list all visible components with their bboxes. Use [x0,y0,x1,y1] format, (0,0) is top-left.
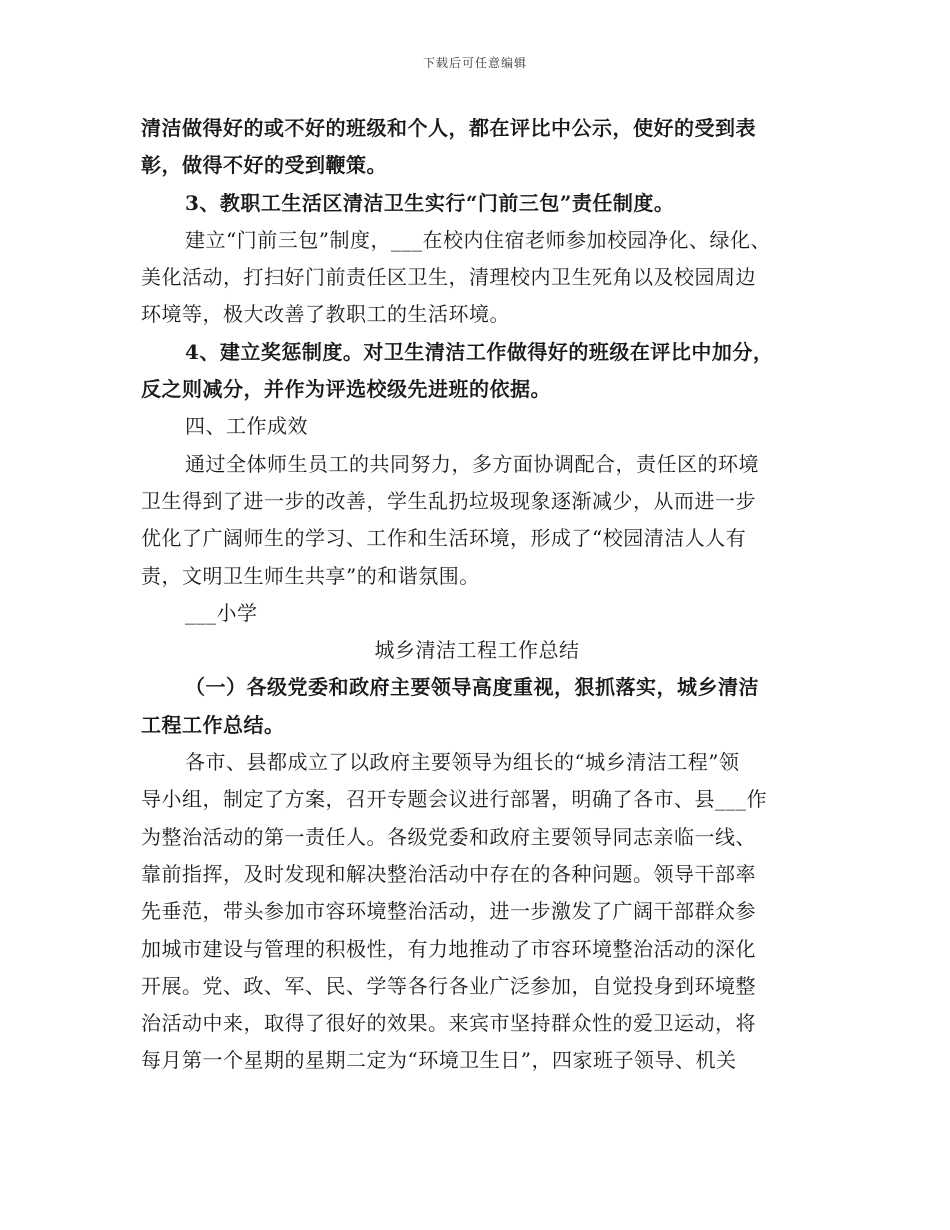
text-line: 各市、县都成立了以政府主要领导为组长的“城乡清洁工程”领 [185,750,740,775]
text-line: 靠前指挥，及时发现和解决整治活动中存在的各种问题。领导干部率 [141,861,756,886]
paragraph-6 [141,446,813,595]
paragraph-4 [141,334,813,409]
text-line: 先垂范，带头参加市容环境整治活动，进一步激发了广阔干部群众参 [141,899,756,924]
text-line: 3、教职工生活区清洁卫生实行“门前三包”责任制度。 [185,190,675,215]
text-line: 4、建立奖惩制度。对卫生清洁工作做得好的班级在评比中加分， [185,339,774,364]
signature-school [141,595,813,632]
paragraph-2 [141,185,813,222]
text-line: 为整治活动的第一责任人。各级党委和政府主要领导同志亲临一线、 [141,824,756,849]
text-line: 卫生得到了进一步的改善，学生乱扔垃圾现象逐渐减少，从而进一步 [141,488,756,513]
text-line: 导小组，制定了方案，召开专题会议进行部署，明确了各市、县___作 [141,787,767,812]
paragraph-9 [141,669,813,744]
document-title [141,632,813,669]
page-header: 下载后可任意编辑 [422,56,527,70]
text-line: 通过全体师生员工的共同努力，多方面协调配合，责任区的环境 [185,451,759,476]
paragraph-10 [141,744,813,1080]
text-line: 美化活动，打扫好门前责任区卫生，清理校内卫生死角以及校园周边 [141,265,756,290]
text-line: 彰，做得不好的受到鞭策。 [141,153,387,178]
section-heading [141,408,813,445]
text-line: 治活动中来，取得了很好的效果。来宾市坚持群众性的爱卫运动，将 [141,1011,756,1036]
text-line: 城乡清洁工程工作总结 [374,638,580,663]
text-line: 工程工作总结。 [141,712,285,737]
paragraph-3 [141,222,813,334]
text-line: 四、工作成效 [185,414,308,439]
text-line: 清洁做得好的或不好的班级和个人，都在评比中公示，使好的受到表 [141,116,756,140]
text-line: 反之则减分，并作为评选校级先进班的依据。 [141,377,551,402]
text-line: 建立“门前三包”制度，___在校内住宿老师参加校园净化、绿化、 [185,227,771,252]
text-line: 环境等，极大改善了教职工的生活环境。 [141,302,510,327]
text-line: 责，文明卫生师生共享”的和谐氛围。 [141,563,480,588]
text-line: ___小学 [185,600,258,625]
text-line: 开展。党、政、军、民、学等各行各业广泛参加，自觉投身到环境整 [141,973,756,998]
paragraph-1 [141,110,813,185]
text-line: 加城市建设与管理的积极性，有力地推动了市容环境整治活动的深化 [141,936,756,961]
text-line: 每月第一个星期的星期二定为“环境卫生日”，四家班子领导、机关 [141,1048,737,1073]
text-line: （一）各级党委和政府主要领导高度重视，狠抓落实，城乡清洁 [185,675,759,700]
document-body [141,110,813,1080]
text-line: 优化了广阔师生的学习、工作和生活环境，形成了“校园清洁人人有 [141,526,747,551]
